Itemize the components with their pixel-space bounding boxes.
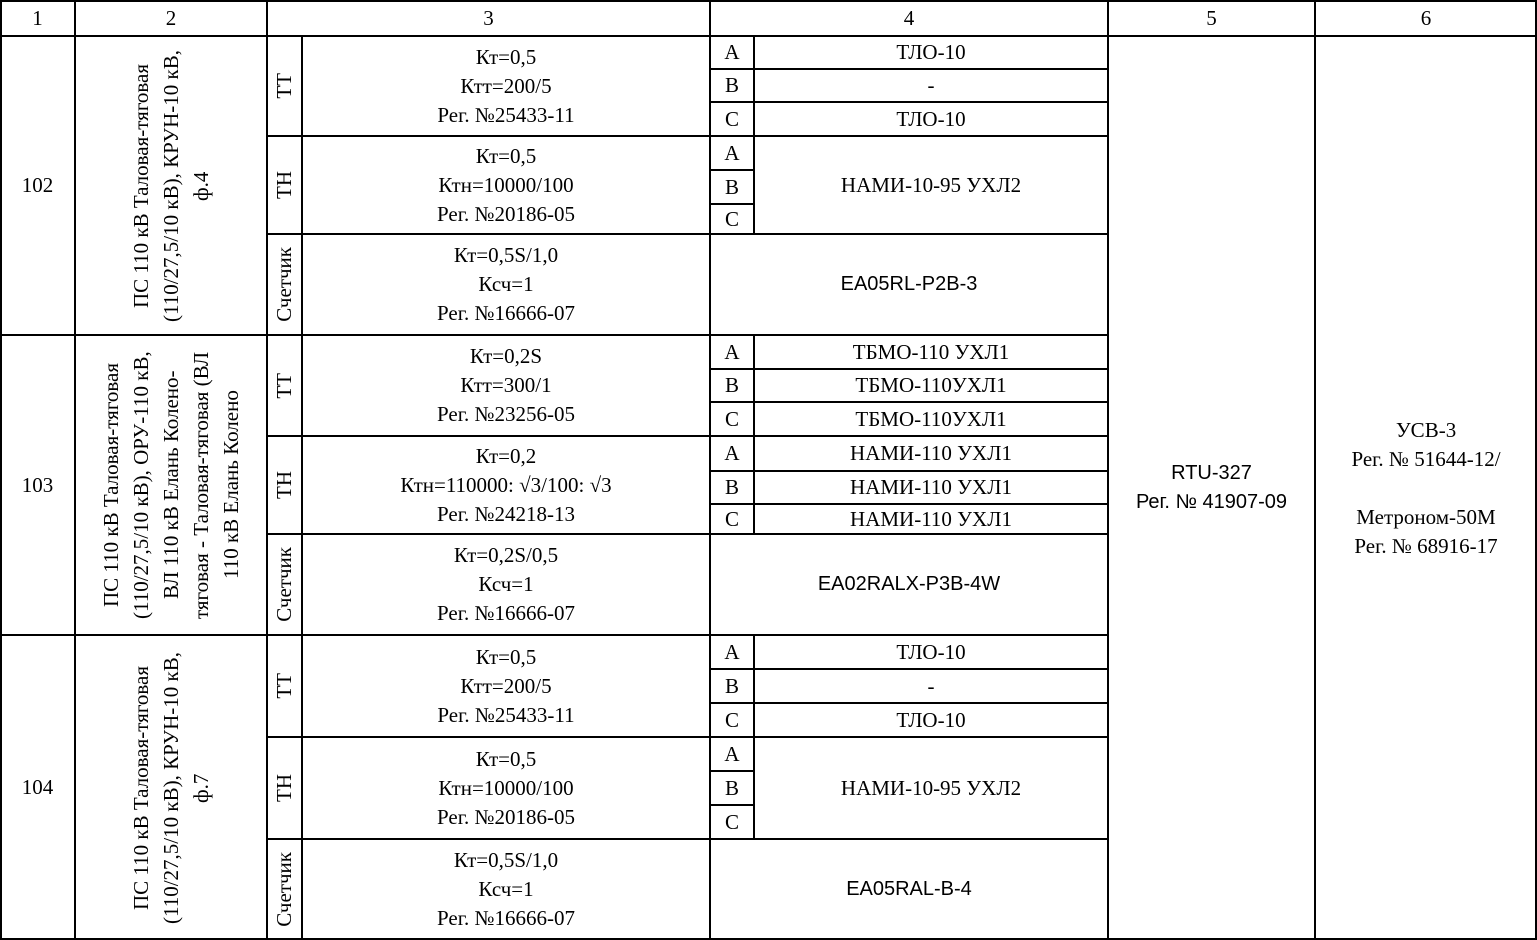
header-col-1 <box>0 0 75 36</box>
param-line: Кт=0,5 <box>475 746 537 771</box>
param-line: Ктт=300/1 <box>460 373 552 397</box>
type-cell <box>754 69 1108 102</box>
phase-cell <box>710 36 754 69</box>
type-cell <box>754 669 1108 703</box>
header-col-4 <box>710 0 1108 36</box>
phase-cell <box>710 471 754 504</box>
type-text: ТБМО-110УХЛ1 <box>855 373 1007 397</box>
row-number-text: 102 <box>21 173 54 197</box>
tn-label: ТН <box>272 774 296 802</box>
row-name <box>75 635 267 940</box>
meter-type-cell <box>710 234 1108 335</box>
phase-cell <box>710 805 754 839</box>
type-cell <box>754 102 1108 136</box>
header-col-2 <box>75 0 267 36</box>
phase-label: B <box>724 475 739 499</box>
grid-line <box>710 702 1109 704</box>
type-text: НАМИ-110 УХЛ1 <box>850 441 1012 465</box>
param-line: Рег. №25433-11 <box>437 102 575 127</box>
grid-line <box>0 634 1109 636</box>
param-line: Ктн=110000: √3/100: √3 <box>400 472 612 497</box>
col6-line: УСВ-3 <box>1395 417 1457 442</box>
tn-label-cell <box>267 136 302 234</box>
phase-cell <box>710 204 754 234</box>
grid-line <box>0 35 1537 37</box>
grid-line <box>0 0 1537 2</box>
type-cell <box>754 737 1108 839</box>
tn-label: ТН <box>272 471 296 499</box>
type-text: ТБМО-110 УХЛ1 <box>852 339 1010 364</box>
tt-label-cell <box>267 36 302 136</box>
param-line: Ксч=1 <box>478 877 534 901</box>
meter-label: Счетчик <box>272 247 296 322</box>
phase-label: A <box>724 741 740 766</box>
type-cell <box>754 436 1108 471</box>
col5-line: Рег. № 41907-09 <box>1135 491 1288 513</box>
header-label: 2 <box>165 5 177 30</box>
header-label: 6 <box>1420 5 1432 30</box>
row-number-text: 104 <box>21 775 54 799</box>
grid-line <box>267 838 1109 840</box>
row-name-text: ПС 110 кВ Таловая-тяговая (110/27,5/10 кВ), ОРУ-110 кВ, ВЛ 110 кВ Елань Колено-тяговая - Таловая-тяговая (ВЛ 110 кВ Елань Колено <box>99 351 243 619</box>
grid-line <box>710 68 1109 70</box>
phase-cell <box>710 504 754 534</box>
grid-line <box>267 435 1109 437</box>
type-cell <box>754 36 1108 69</box>
grid-line <box>266 0 268 940</box>
header-label: 1 <box>32 5 43 30</box>
phase-cell <box>710 136 754 170</box>
type-text: НАМИ-10-95 УХЛ2 <box>840 775 1022 800</box>
phase-cell <box>710 402 754 436</box>
phase-label: C <box>724 406 739 431</box>
phase-cell <box>710 335 754 369</box>
grid-line <box>301 36 303 940</box>
tn-label-cell <box>267 737 302 839</box>
row-number-text: 103 <box>21 472 54 497</box>
param-line: Рег. №16666-07 <box>437 301 575 325</box>
meter-label: Счетчик <box>272 547 296 622</box>
type-text: ТЛО-10 <box>896 106 966 131</box>
phase-cell <box>710 436 754 471</box>
param-line: Кт=0,5 <box>475 143 537 168</box>
tn-label-cell <box>267 436 302 534</box>
param-line: Кт=0,2 <box>475 443 537 468</box>
row-name <box>75 335 267 635</box>
header-col-3 <box>267 0 710 36</box>
type-text: ТЛО-10 <box>896 40 966 64</box>
row-name-text: ПС 110 кВ Таловая-тяговая (110/27,5/10 кВ), КРУН-10 кВ, ф.4 <box>129 49 213 322</box>
phase-cell <box>710 69 754 102</box>
phase-label: A <box>724 639 740 664</box>
param-line: Кт=0,5S/1,0 <box>453 243 559 267</box>
phase-label: C <box>724 506 739 531</box>
phase-cell <box>710 737 754 771</box>
meter-type: EA05RL-P2B-3 <box>840 273 978 295</box>
tt-label: ТТ <box>272 73 296 99</box>
tt-params <box>302 36 710 136</box>
meter-type: EA05RAL-B-4 <box>846 878 972 900</box>
header-label: 5 <box>1206 5 1217 30</box>
type-text: НАМИ-110 УХЛ1 <box>850 475 1012 499</box>
phase-cell <box>710 635 754 669</box>
param-line: Ксч=1 <box>478 272 534 296</box>
meter-params <box>302 234 710 335</box>
meter-type-cell <box>710 839 1108 940</box>
meter-label-cell <box>267 534 302 635</box>
row-number <box>0 335 75 635</box>
param-line: Рег. №16666-07 <box>437 601 575 625</box>
grid-line <box>710 101 1109 103</box>
param-line: Рег. №25433-11 <box>437 702 575 727</box>
tt-params <box>302 335 710 436</box>
phase-cell <box>710 771 754 805</box>
col6-line: Рег. № 51644-12/ <box>1351 446 1501 471</box>
phase-label: A <box>724 140 740 165</box>
meter-params <box>302 534 710 635</box>
phase-label: B <box>724 73 739 97</box>
grid-line <box>710 503 1109 505</box>
meter-label-cell <box>267 839 302 940</box>
header-label: 3 <box>483 5 494 30</box>
type-cell <box>754 369 1108 402</box>
phase-label: C <box>724 809 739 834</box>
param-line: Рег. №16666-07 <box>437 906 575 930</box>
param-line: Кт=0,5S/1,0 <box>453 848 559 872</box>
grid-line <box>710 668 1109 670</box>
col5-line: RTU-327 <box>1171 462 1252 484</box>
param-line: Ктн=10000/100 <box>438 172 574 197</box>
phase-cell <box>710 170 754 204</box>
header-label: 4 <box>903 5 915 30</box>
param-line: Ктт=200/5 <box>460 73 552 98</box>
param-line: Ктн=10000/100 <box>438 775 574 800</box>
phase-label: B <box>724 373 739 397</box>
meter-label-cell <box>267 234 302 335</box>
type-cell <box>754 136 1108 234</box>
tn-params <box>302 737 710 839</box>
phase-label: A <box>724 40 740 64</box>
type-text: - <box>927 73 935 97</box>
phase-label: C <box>724 106 739 131</box>
type-cell <box>754 335 1108 369</box>
phase-label: B <box>724 673 739 698</box>
tt-label: ТТ <box>272 673 296 699</box>
header-col-5 <box>1108 0 1315 36</box>
col5-merged-cell <box>1108 36 1315 940</box>
param-line: Кт=0,2S/0,5 <box>453 543 559 567</box>
param-line: Рег. №20186-05 <box>437 201 575 226</box>
type-text: - <box>927 673 935 698</box>
type-cell <box>754 471 1108 504</box>
param-line: Рег. №20186-05 <box>437 804 575 829</box>
meter-type-cell <box>710 534 1108 635</box>
param-line: Кт=0,5 <box>475 644 537 669</box>
grid-line <box>710 368 1109 370</box>
grid-line <box>710 203 754 205</box>
meter-type: EA02RALX-P3B-4W <box>817 573 1001 595</box>
phase-label: A <box>724 339 740 364</box>
tn-params <box>302 436 710 534</box>
phase-cell <box>710 703 754 737</box>
param-line: Рег. №23256-05 <box>437 402 575 426</box>
tt-label: ТТ <box>272 372 296 399</box>
type-text: ТЛО-10 <box>896 707 966 732</box>
col6-line: Метроном-50М <box>1356 504 1496 529</box>
grid-line <box>74 0 76 940</box>
phase-label: A <box>724 441 740 465</box>
tt-params <box>302 635 710 737</box>
row-number <box>0 36 75 335</box>
param-line: Кт=0,5 <box>475 44 537 69</box>
col6-merged-cell <box>1315 36 1537 940</box>
grid-line <box>710 804 754 806</box>
grid-line <box>1314 0 1316 940</box>
tn-label: ТН <box>272 171 296 199</box>
col6-line: Рег. № 68916-17 <box>1354 533 1498 558</box>
grid-line <box>710 770 754 772</box>
header-col-6 <box>1315 0 1537 36</box>
type-cell <box>754 402 1108 436</box>
type-text: НАМИ-10-95 УХЛ2 <box>840 172 1022 197</box>
row-name-text: ПС 110 кВ Таловая-тяговая (110/27,5/10 кВ), КРУН-10 кВ, ф.7 <box>129 651 213 924</box>
phase-label: C <box>724 206 739 231</box>
type-text: ТЛО-10 <box>896 639 966 664</box>
phase-label: B <box>724 775 739 800</box>
phase-label: B <box>724 174 739 199</box>
phase-cell <box>710 369 754 402</box>
meter-label: Счетчик <box>272 852 296 927</box>
row-number <box>0 635 75 940</box>
grid-line <box>710 470 1109 472</box>
type-text: НАМИ-110 УХЛ1 <box>850 506 1012 531</box>
type-cell <box>754 504 1108 534</box>
row-name <box>75 36 267 335</box>
grid-line <box>0 334 1109 336</box>
grid-line <box>267 736 1109 738</box>
grid-line <box>0 0 2 940</box>
phase-label: C <box>724 707 739 732</box>
param-line: Кт=0,2S <box>469 344 543 368</box>
tt-label-cell <box>267 335 302 436</box>
meter-params <box>302 839 710 940</box>
col6-line <box>1351 474 1500 503</box>
type-cell <box>754 635 1108 669</box>
grid-line <box>267 233 1109 235</box>
grid-line <box>710 401 1109 403</box>
grid-line <box>267 135 1109 137</box>
type-cell <box>754 703 1108 737</box>
grid-line <box>710 169 754 171</box>
type-text: ТБМО-110УХЛ1 <box>855 406 1007 431</box>
param-line: Ксч=1 <box>478 572 534 596</box>
phase-cell <box>710 669 754 703</box>
tn-params <box>302 136 710 234</box>
tt-label-cell <box>267 635 302 737</box>
grid-line <box>267 533 1109 535</box>
phase-cell <box>710 102 754 136</box>
param-line: Ктт=200/5 <box>460 673 552 698</box>
param-line: Рег. №24218-13 <box>437 501 575 526</box>
